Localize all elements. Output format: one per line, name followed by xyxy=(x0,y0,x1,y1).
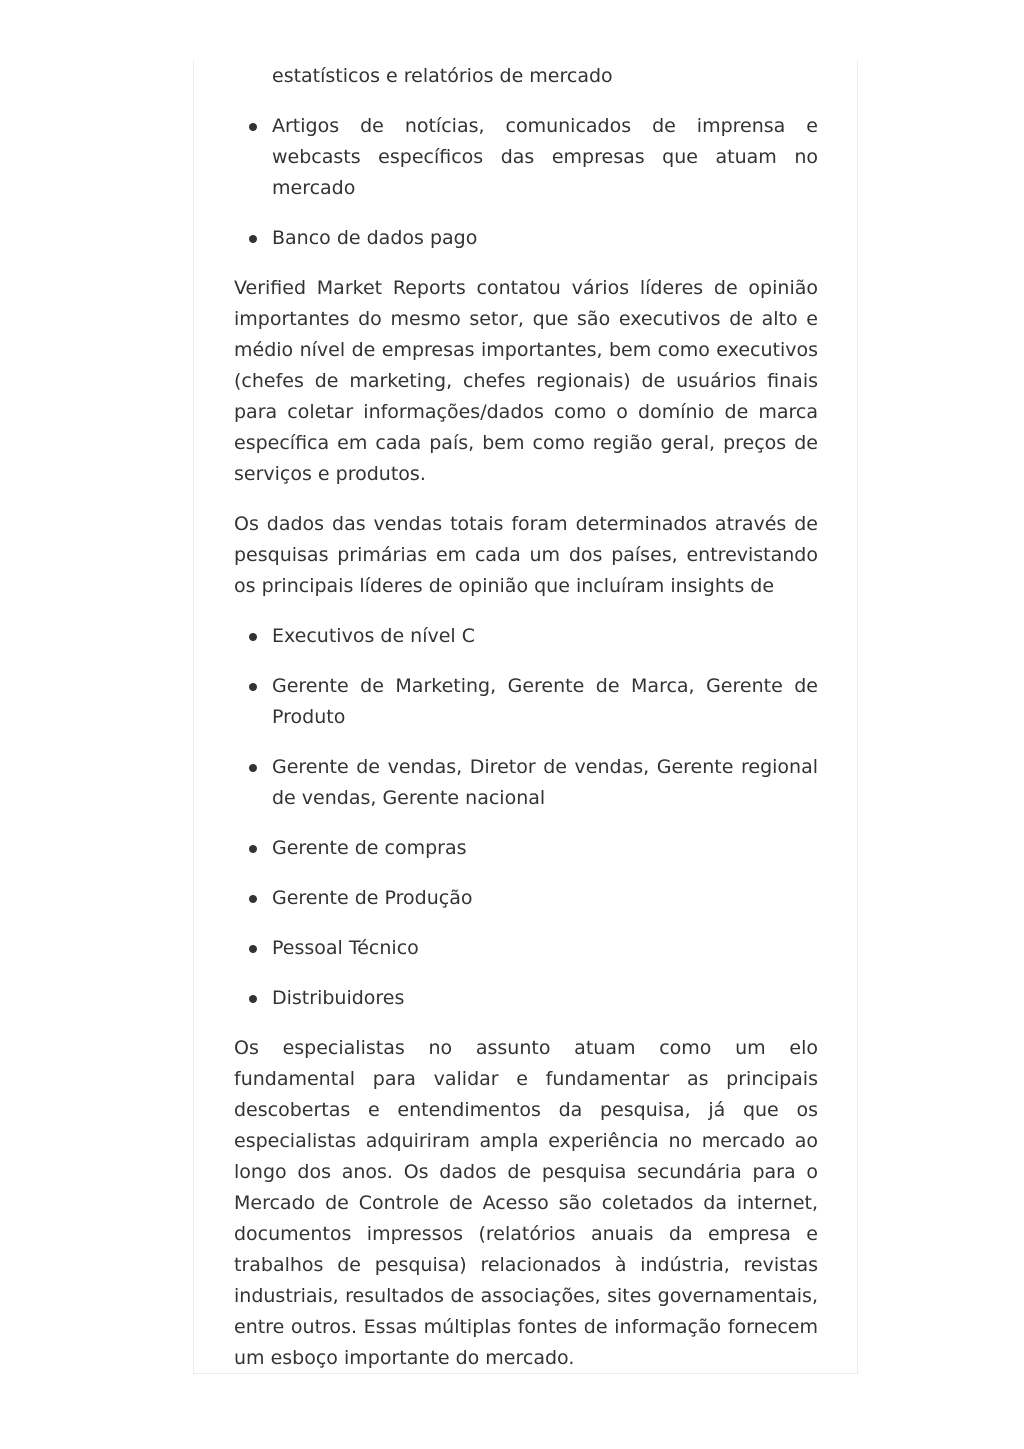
list-item: Executivos de nível C xyxy=(234,621,818,652)
source-list xyxy=(234,111,818,254)
list-item: Distribuidores xyxy=(234,983,818,1014)
list-item: Gerente de Marketing, Gerente de Marca, Gerente de Produto xyxy=(234,671,818,733)
list-item: Banco de dados pago xyxy=(234,223,818,254)
paragraph: Os dados das vendas totais foram determinados através de pesquisas primárias em cada um dos países, entrevistando os principais líderes de opinião que incluíram insights de xyxy=(234,513,818,597)
list-item: Pessoal Técnico xyxy=(234,933,818,964)
paragraph: Verified Market Reports contatou vários líderes de opinião importantes do mesmo setor, que são executivos de alto e médio nível de empresas importantes, bem como executivos (chefes de marketing, chefes regionais) de usuários finais para coletar informações/dados como o domínio de marca específica em cada país, bem como região geral, preços de serviços e produtos. xyxy=(234,277,818,485)
list-item-continued: estatísticos e relatórios de mercado xyxy=(272,65,613,87)
list-item: Gerente de compras xyxy=(234,833,818,864)
interviewee-list xyxy=(234,621,818,1014)
list-item: Artigos de notícias, comunicados de imprensa e webcasts específicos das empresas que atuam no mercado xyxy=(234,111,818,204)
document-page xyxy=(193,60,858,1374)
list-item: Gerente de vendas, Diretor de vendas, Gerente regional de vendas, Gerente nacional xyxy=(234,752,818,814)
list-item: Gerente de Produção xyxy=(234,883,818,914)
paragraph: Os especialistas no assunto atuam como um elo fundamental para validar e fundamentar as principais descobertas e entendimentos da pesquisa, já que os especialistas adquiriram ampla experiência no mercado ao longo dos anos. Os dados de pesquisa secundária para o Mercado de Controle de Acesso são coletados da internet, documentos impressos (relatórios anuais da empresa e trabalhos de pesquisa) relacionados à indústria, revistas industriais, resultados de associações, sites governamentais, entre outros. Essas múltiplas fontes de informação fornecem um esboço importante do mercado. xyxy=(234,1037,818,1369)
document-content xyxy=(234,60,818,1374)
